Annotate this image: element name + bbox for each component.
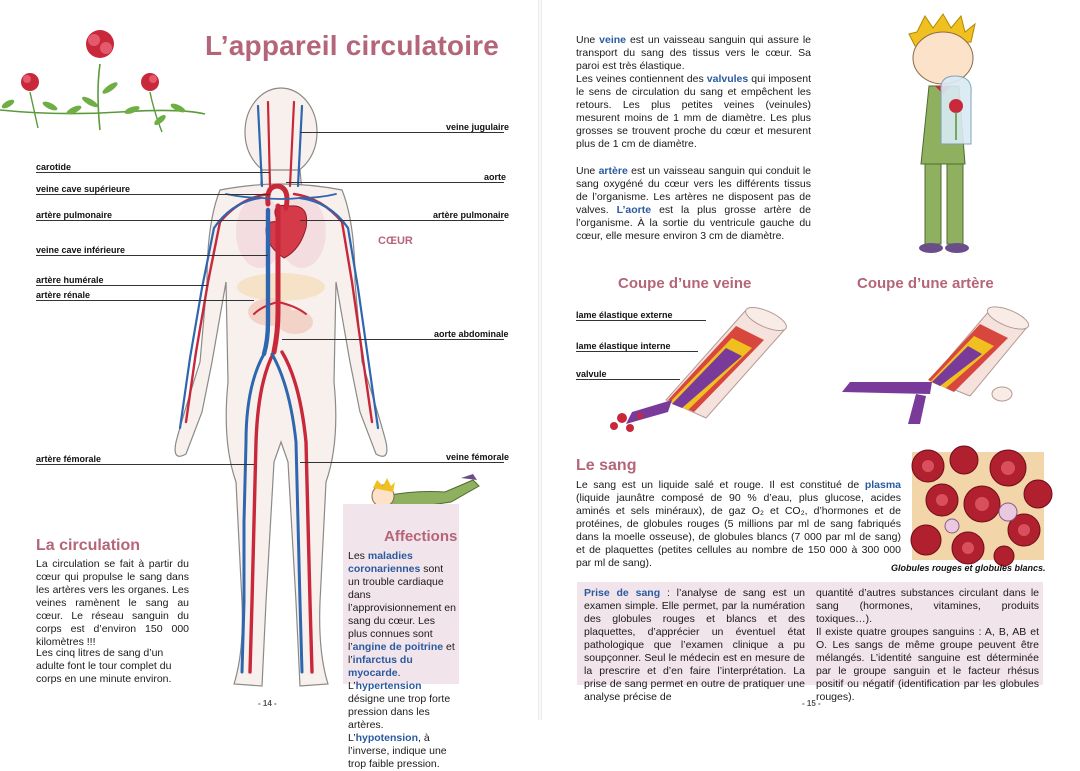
label-aorte-abdominale: aorte abdominale (434, 329, 509, 339)
keyword: maladies coronariennes (348, 550, 421, 575)
leader-line (36, 300, 254, 301)
vein-cross-section-illustration (596, 300, 796, 440)
leader-line (36, 172, 270, 173)
label-carotide: carotide (36, 162, 72, 172)
circulation-text-1: La circulation se fait à partir du cœur qui propulse le sang dans les artères vers les organes. Les veines ramènent le sang au cœur. Le réseau sanguin du corps est d’environ 150 000 kilomètres !!! (36, 558, 189, 648)
leader-line (36, 255, 268, 256)
keyword: plasma (864, 479, 901, 491)
sang-heading: Le sang (576, 457, 637, 474)
prise-de-sang-text-2: quantité d’autres substances circulant dans le sang (hormones, vitamines, produits toxiques…). Il existe quatre groupes sanguins : A, B, AB et O. Les sangs de même groupe peuvent être mélangés. L’identité sanguine est déterminée par le groupe sanguin et le facteur rhésus positif ou négatif (identification par les globules rouges). (816, 587, 1039, 703)
circulation-heading: La circulation (36, 537, 141, 554)
label-veine-cave-superieure: veine cave supérieure (36, 184, 131, 194)
keyword: L’aorte (616, 204, 652, 216)
keyword: infarctus du myocarde (348, 654, 413, 679)
leader-line (36, 285, 208, 286)
keyword: angine de poitrine (352, 641, 444, 653)
label-artere-humerale: artère humérale (36, 275, 104, 285)
artere-definition: Une artère est un vaisseau sanguin qui conduit le sang oxygéné du cœur vers les différents tissus de l’organisme. Les artères ne disposent pas de valves. L’aorte est la plus grosse artère de l’organisme. À la sortie du ventricule gauche du cœur, elle mesure environ 3 cm de diamètre. (576, 165, 811, 242)
prise-de-sang-text: Prise de sang : l’analyse de sang est un examen simple. Elle permet, par la numération des globules rouges et blancs et des plaquettes, d’apprécier un éventuel état pathologique que l’examen clinique a pu soupçonner. Seul le médecin est en mesure de la prescrire et d’en faire l’interprétation. La prise de sang permet en outre de pratiquer une analyse précise de (584, 587, 805, 703)
label-veine-jugulaire: veine jugulaire (446, 122, 510, 132)
keyword: veine (599, 34, 627, 46)
keyword: artère (598, 165, 628, 177)
label-veine-cave-inferieure: veine cave inférieure (36, 245, 126, 255)
label-artere-renale: artère rénale (36, 290, 91, 300)
page-title: L’appareil circulatoire (205, 30, 500, 61)
page-number: - 14 - (258, 699, 277, 708)
keyword: hypertension (355, 680, 422, 692)
leader-line (300, 462, 504, 463)
label-aorte: aorte (484, 172, 507, 182)
label-veine-femorale: veine fémorale (446, 452, 510, 462)
leader-line (36, 464, 254, 465)
label-artere-femorale: artère fémorale (36, 454, 102, 464)
keyword: Prise de sang (584, 587, 661, 599)
affections-heading: Affections (384, 528, 458, 545)
page-number: - 15 - (802, 699, 821, 708)
affections-text: Les maladies coronariennes sont un trouble cardiaque dans l’approvisionnement en sang du cœur. Les plus connues sont l’angine de poitrine et l’infarctus du myocarde. L’hypertension désigne une trop forte pression dans les artères. L’hypotension, à l’inverse, indique une trop faible pression. (348, 550, 456, 770)
veine-definition: Une veine est un vaisseau sanguin qui assure le transport du sang des tissus vers le cœur. Sa paroi est très élastique. Les veines contiennent des valvules qui imposent le sens de circulation du sang et empêchent les retours. Les plus petites veines (veinules) mesurent moins de 1 mm de diamètre. Les plus grosses se trouvent proche du cœur et mesurent plus de 1 cm de diamètre. (576, 34, 811, 150)
image-caption: Globules rouges et globules blancs. (891, 563, 1046, 573)
label-lame-elastique-interne: lame élastique interne (576, 341, 671, 351)
coupe-veine-title: Coupe d’une veine (618, 275, 752, 292)
keyword: hypotension (355, 732, 419, 744)
label-artere-pulmonaire-left: artère pulmonaire (36, 210, 113, 220)
blood-cells-image (912, 452, 1044, 560)
leader-line (36, 220, 266, 221)
label-coeur: CŒUR (378, 235, 413, 247)
label-valvule: valvule (576, 369, 607, 379)
leader-line (300, 220, 504, 221)
label-lame-elastique-externe: lame élastique externe (576, 310, 673, 320)
left-page (0, 0, 540, 770)
leader-line (36, 194, 270, 195)
leader-line (282, 339, 504, 340)
coupe-artere-title: Coupe d’une artère (857, 275, 994, 292)
little-prince-standing-illustration (895, 14, 1005, 258)
leader-line (300, 132, 504, 133)
keyword: valvules (706, 73, 749, 85)
leader-line (286, 182, 504, 183)
artery-cross-section-illustration (830, 300, 1040, 440)
right-page (540, 0, 1080, 720)
sang-text: Le sang est un liquide salé et rouge. Il est constitué de plasma (liquide jaunâtre composé de 90 % d’eau, plus glucose, acides aminés et sels minéraux), de gaz O₂ et CO₂, d’hormones et de protéines, de globules rouges (5 millions par ml de sang fabriqués dans la moelle osseuse), de globules blancs (7 000 par ml de sang) et de plaquettes (petites cellules au nombre de 150 000 à 300 000 par ml de sang). (576, 479, 901, 569)
label-artere-pulmonaire-right: artère pulmonaire (433, 210, 510, 220)
circulation-text-2: Les cinq litres de sang d’un adulte font le tour complet du corps en une minute environ. (36, 647, 172, 685)
